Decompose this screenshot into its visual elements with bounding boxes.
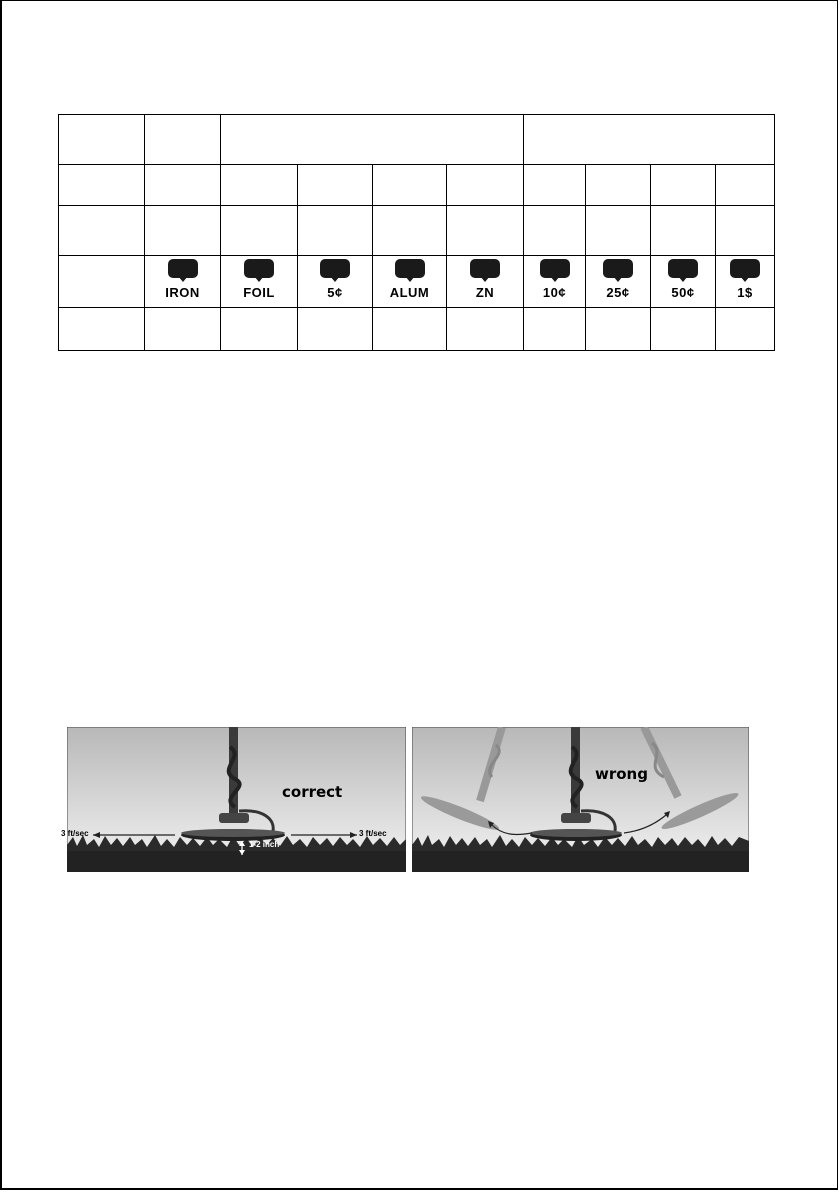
marker-label: 1$ bbox=[737, 285, 753, 300]
marker-label: ZN bbox=[475, 285, 495, 300]
speed-left-label: 3 ft/sec bbox=[61, 829, 89, 838]
table-column-divider bbox=[715, 164, 716, 350]
marker-cell-alum bbox=[373, 259, 446, 299]
pointer-marker-icon bbox=[730, 259, 760, 281]
table-column-divider bbox=[523, 115, 524, 350]
pointer-marker-icon bbox=[668, 259, 698, 281]
pointer-marker-icon bbox=[603, 259, 633, 281]
marker-label: 50¢ bbox=[671, 285, 695, 300]
marker-cell-iron bbox=[145, 259, 220, 299]
marker-cell-zn bbox=[447, 259, 523, 299]
marker-cell-10c bbox=[524, 259, 585, 299]
marker-cell-foil bbox=[221, 259, 297, 299]
marker-cell-50c bbox=[651, 259, 715, 299]
pointer-marker-icon bbox=[320, 259, 350, 281]
pointer-marker-icon bbox=[244, 259, 274, 281]
table-column-divider bbox=[297, 164, 298, 350]
marker-cell-5c bbox=[298, 259, 372, 299]
height-label: 1-2 inch bbox=[249, 840, 280, 849]
table-column-divider bbox=[372, 164, 373, 350]
marker-cell-1-dollar bbox=[716, 259, 774, 299]
wrong-sweep-illustration bbox=[412, 727, 749, 872]
table-column-divider bbox=[220, 115, 221, 350]
marker-cell-25c bbox=[586, 259, 650, 299]
wrong-sweep-drawing bbox=[412, 727, 749, 872]
speed-right-label: 3 ft/sec bbox=[359, 829, 387, 838]
correct-caption: correct bbox=[282, 783, 343, 801]
marker-label: 25¢ bbox=[606, 285, 630, 300]
table-column-divider bbox=[650, 164, 651, 350]
marker-label: FOIL bbox=[243, 285, 275, 300]
pointer-marker-icon bbox=[540, 259, 570, 281]
correct-sweep-drawing bbox=[67, 727, 406, 872]
table-row-divider bbox=[59, 307, 774, 308]
pointer-marker-icon bbox=[470, 259, 500, 281]
marker-label: IRON bbox=[165, 285, 200, 300]
pointer-marker-icon bbox=[395, 259, 425, 281]
table-row-divider bbox=[59, 205, 774, 206]
table-column-divider bbox=[446, 164, 447, 350]
table-row-divider bbox=[59, 255, 774, 256]
wrong-caption: wrong bbox=[595, 765, 648, 783]
table-column-divider bbox=[144, 115, 145, 350]
correct-sweep-illustration bbox=[61, 727, 406, 872]
marker-label: 10¢ bbox=[542, 285, 567, 300]
table-row-divider bbox=[59, 164, 774, 165]
marker-label: ALUM bbox=[389, 285, 430, 300]
pointer-marker-icon bbox=[168, 259, 198, 281]
target-id-table bbox=[58, 114, 775, 351]
table-column-divider bbox=[585, 164, 586, 350]
marker-label: 5¢ bbox=[327, 285, 343, 300]
